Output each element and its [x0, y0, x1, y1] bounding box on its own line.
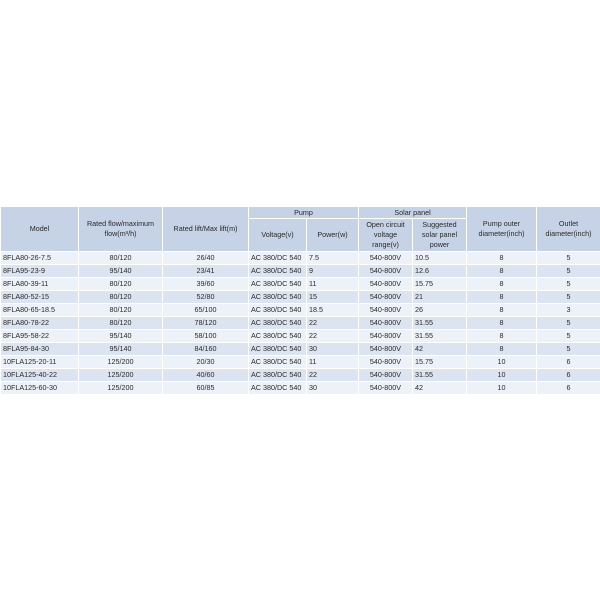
cell-pump-outer-diameter: 8: [467, 343, 537, 356]
cell-outlet-diameter: 5: [537, 291, 600, 304]
cell-rated-flow: 80/120: [79, 304, 163, 317]
cell-rated-lift: 39/60: [163, 278, 249, 291]
cell-open-circuit-voltage: 540-800V: [359, 291, 413, 304]
cell-pump-outer-diameter: 10: [467, 356, 537, 369]
cell-open-circuit-voltage: 540-800V: [359, 369, 413, 382]
cell-rated-lift: 78/120: [163, 317, 249, 330]
cell-open-circuit-voltage: 540-800V: [359, 252, 413, 265]
header-pump-outer-diameter: Pump outer diameter(inch): [467, 207, 537, 252]
cell-outlet-diameter: 5: [537, 317, 600, 330]
cell-rated-lift: 40/60: [163, 369, 249, 382]
header-voltage: Voltage(v): [249, 219, 307, 252]
cell-model: 10FLA125-20-11: [1, 356, 79, 369]
cell-pump-outer-diameter: 8: [467, 304, 537, 317]
cell-pump-outer-diameter: 8: [467, 265, 537, 278]
cell-model: 8FLA80-52-15: [1, 291, 79, 304]
cell-model: 8FLA80-26-7.5: [1, 252, 79, 265]
table-row: [1, 265, 600, 278]
cell-rated-flow: 125/200: [79, 356, 163, 369]
table-row: [1, 369, 600, 382]
cell-power: 22: [307, 330, 359, 343]
cell-suggested-panel-power: 31.55: [413, 317, 467, 330]
cell-suggested-panel-power: 31.55: [413, 369, 467, 382]
cell-voltage: AC 380/DC 540: [249, 291, 307, 304]
header-pump-group: Pump: [249, 207, 359, 219]
cell-outlet-diameter: 5: [537, 265, 600, 278]
cell-outlet-diameter: 6: [537, 369, 600, 382]
cell-suggested-panel-power: 15.75: [413, 356, 467, 369]
header-power: Power(w): [307, 219, 359, 252]
cell-open-circuit-voltage: 540-800V: [359, 382, 413, 395]
table-row: [1, 382, 600, 395]
cell-suggested-panel-power: 10.5: [413, 252, 467, 265]
cell-outlet-diameter: 6: [537, 356, 600, 369]
cell-voltage: AC 380/DC 540: [249, 343, 307, 356]
cell-suggested-panel-power: 42: [413, 343, 467, 356]
cell-rated-lift: 58/100: [163, 330, 249, 343]
header-suggested-panel-power: Suggested solar panel power: [413, 219, 467, 252]
cell-pump-outer-diameter: 10: [467, 382, 537, 395]
cell-rated-flow: 125/200: [79, 369, 163, 382]
cell-power: 30: [307, 382, 359, 395]
cell-voltage: AC 380/DC 540: [249, 252, 307, 265]
cell-open-circuit-voltage: 540-800V: [359, 278, 413, 291]
cell-outlet-diameter: 5: [537, 330, 600, 343]
cell-power: 30: [307, 343, 359, 356]
cell-power: 9: [307, 265, 359, 278]
pump-spec-table: [0, 206, 600, 395]
cell-model: 8FLA80-78-22: [1, 317, 79, 330]
cell-rated-lift: 60/85: [163, 382, 249, 395]
header-rated-flow: Rated flow/maximum flow(m³/h): [79, 207, 163, 252]
cell-suggested-panel-power: 15.75: [413, 278, 467, 291]
header-rated-lift: Rated lift/Max lift(m): [163, 207, 249, 252]
cell-outlet-diameter: 6: [537, 382, 600, 395]
cell-model: 8FLA95-23-9: [1, 265, 79, 278]
cell-open-circuit-voltage: 540-800V: [359, 343, 413, 356]
cell-rated-lift: 26/40: [163, 252, 249, 265]
cell-pump-outer-diameter: 8: [467, 278, 537, 291]
cell-power: 15: [307, 291, 359, 304]
cell-voltage: AC 380/DC 540: [249, 278, 307, 291]
table-row: [1, 330, 600, 343]
header-solar-group: Solar panel: [359, 207, 467, 219]
cell-pump-outer-diameter: 8: [467, 252, 537, 265]
cell-outlet-diameter: 5: [537, 343, 600, 356]
cell-model: 10FLA125-40-22: [1, 369, 79, 382]
cell-model: 8FLA80-39-11: [1, 278, 79, 291]
cell-model: 10FLA125-60-30: [1, 382, 79, 395]
cell-pump-outer-diameter: 8: [467, 317, 537, 330]
cell-suggested-panel-power: 12.6: [413, 265, 467, 278]
cell-outlet-diameter: 5: [537, 278, 600, 291]
cell-voltage: AC 380/DC 540: [249, 304, 307, 317]
cell-outlet-diameter: 3: [537, 304, 600, 317]
cell-suggested-panel-power: 31.55: [413, 330, 467, 343]
cell-open-circuit-voltage: 540-800V: [359, 265, 413, 278]
cell-outlet-diameter: 5: [537, 252, 600, 265]
header-open-circuit-voltage: Open circuit voltage range(v): [359, 219, 413, 252]
table-row: [1, 278, 600, 291]
table-body: [1, 252, 600, 395]
cell-rated-lift: 52/80: [163, 291, 249, 304]
cell-power: 18.5: [307, 304, 359, 317]
cell-voltage: AC 380/DC 540: [249, 369, 307, 382]
header-model: Model: [1, 207, 79, 252]
cell-power: 22: [307, 317, 359, 330]
table-row: [1, 317, 600, 330]
cell-power: 22: [307, 369, 359, 382]
cell-rated-lift: 20/30: [163, 356, 249, 369]
cell-rated-lift: 23/41: [163, 265, 249, 278]
cell-model: 8FLA95-84-30: [1, 343, 79, 356]
cell-rated-flow: 80/120: [79, 252, 163, 265]
cell-model: 8FLA80-65-18.5: [1, 304, 79, 317]
cell-open-circuit-voltage: 540-800V: [359, 330, 413, 343]
cell-suggested-panel-power: 42: [413, 382, 467, 395]
cell-open-circuit-voltage: 540-800V: [359, 317, 413, 330]
table-row: [1, 356, 600, 369]
cell-voltage: AC 380/DC 540: [249, 330, 307, 343]
cell-rated-flow: 80/120: [79, 317, 163, 330]
cell-rated-flow: 80/120: [79, 291, 163, 304]
cell-voltage: AC 380/DC 540: [249, 265, 307, 278]
cell-power: 11: [307, 278, 359, 291]
cell-rated-lift: 84/160: [163, 343, 249, 356]
cell-voltage: AC 380/DC 540: [249, 317, 307, 330]
cell-power: 7.5: [307, 252, 359, 265]
cell-power: 11: [307, 356, 359, 369]
cell-open-circuit-voltage: 540-800V: [359, 304, 413, 317]
cell-suggested-panel-power: 26: [413, 304, 467, 317]
cell-voltage: AC 380/DC 540: [249, 382, 307, 395]
cell-open-circuit-voltage: 540-800V: [359, 356, 413, 369]
cell-rated-lift: 65/100: [163, 304, 249, 317]
cell-pump-outer-diameter: 8: [467, 330, 537, 343]
cell-rated-flow: 80/120: [79, 278, 163, 291]
cell-pump-outer-diameter: 10: [467, 369, 537, 382]
cell-model: 8FLA95-58-22: [1, 330, 79, 343]
table-row: [1, 252, 600, 265]
table-header: [1, 207, 600, 252]
cell-voltage: AC 380/DC 540: [249, 356, 307, 369]
cell-pump-outer-diameter: 8: [467, 291, 537, 304]
cell-suggested-panel-power: 21: [413, 291, 467, 304]
cell-rated-flow: 95/140: [79, 330, 163, 343]
cell-rated-flow: 95/140: [79, 343, 163, 356]
cell-rated-flow: 125/200: [79, 382, 163, 395]
table-row: [1, 291, 600, 304]
header-outlet-diameter: Outlet diameter(inch): [537, 207, 600, 252]
table-row: [1, 304, 600, 317]
cell-rated-flow: 95/140: [79, 265, 163, 278]
table-row: [1, 343, 600, 356]
